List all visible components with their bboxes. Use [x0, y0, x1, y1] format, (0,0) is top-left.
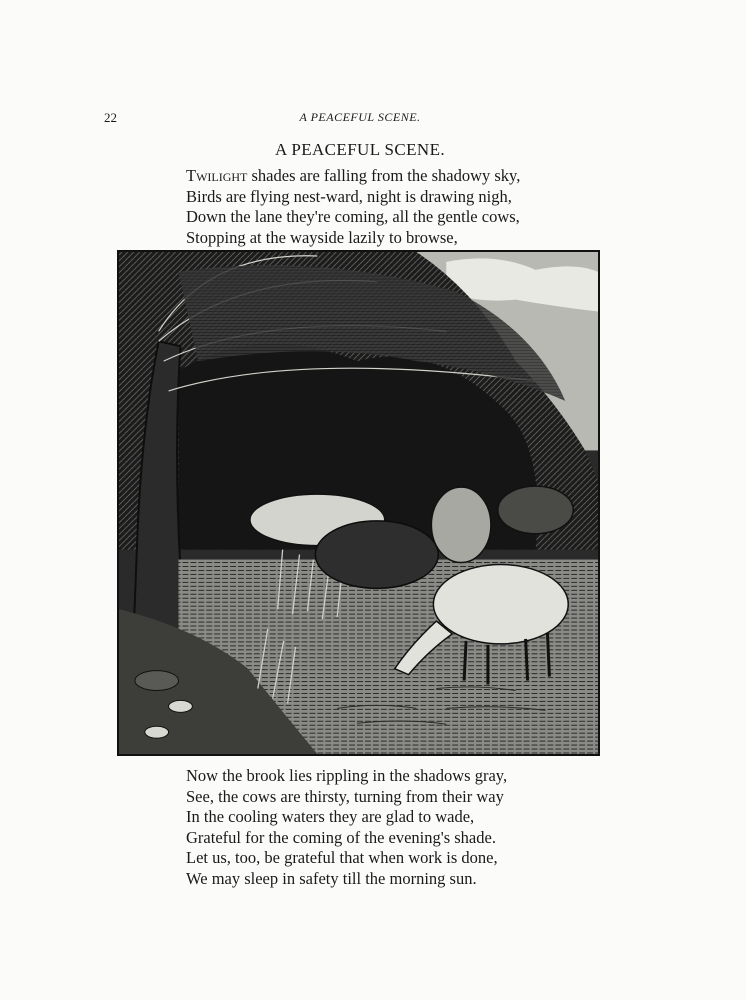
verse-line: Down the lane they're coming, all the gentle cows, [186, 207, 520, 226]
engraving-illustration [117, 250, 600, 756]
verse-line: Let us, too, be grateful that when work is done, [186, 848, 498, 867]
running-head: A PEACEFUL SCENE. [299, 110, 421, 124]
cow-back-center [431, 487, 491, 562]
verse-line: See, the cows are thirsty, turning from their way [186, 786, 504, 806]
stanza-2 [186, 766, 507, 889]
verse-line: Birds are flying nest-ward, night is drawing nigh, [186, 186, 512, 206]
verse-line: In the cooling waters they are glad to wade, [186, 807, 475, 826]
cow-dark-middle [315, 521, 438, 588]
verse-line: Grateful for the coming of the evening's shade. [186, 827, 496, 847]
duck [169, 700, 193, 712]
cow-far-right [498, 486, 573, 534]
verse-line: We may sleep in safety till the morning sun. [186, 868, 477, 888]
page-number: 22 [104, 110, 117, 125]
verse-line [186, 166, 520, 187]
verse-line: Now the brook lies rippling in the shadows gray, [186, 766, 508, 785]
drop-word: Twilight [186, 166, 248, 185]
verse-line: Stopping at the wayside lazily to browse, [186, 227, 458, 247]
verse-line-rest: shades are falling from the shadowy sky, [247, 166, 521, 185]
cow-drinking [433, 565, 568, 644]
poem-title: A PEACEFUL SCENE. [274, 140, 446, 159]
duck [145, 726, 169, 738]
duck [135, 671, 179, 691]
stanza-1 [186, 166, 520, 248]
